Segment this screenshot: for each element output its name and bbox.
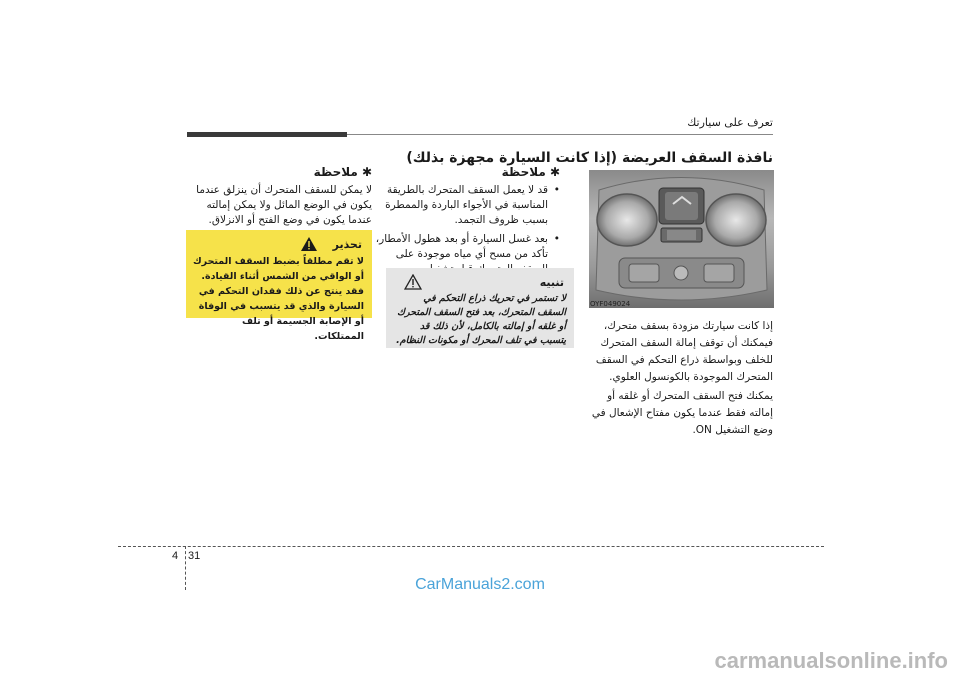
note-list [375, 183, 560, 281]
chapter-number: 4 [172, 550, 179, 562]
watermark-center: CarManuals2.com [415, 576, 545, 593]
notice-heading: تنبيه [539, 276, 564, 289]
warning-triangle-icon [300, 236, 318, 252]
asterisk-icon: ✱ [545, 165, 560, 179]
page-heading: نافذة السقف العريضة (إذا كانت السيارة مجهزة بذلك) [406, 150, 773, 166]
note-heading [502, 165, 560, 179]
header-bar [187, 132, 347, 137]
note-text: لا يمكن للسقف المتحرك أن ينزلق عندما يكون في الوضع المائل ولا يمكن إمالته عندما يكون في وضع الفتح أو الانزلاق. [196, 184, 372, 226]
section-title: تعرف على سيارتك [687, 116, 773, 129]
asterisk-icon: ✱ [357, 165, 372, 179]
list-item: • قد لا يعمل السقف المتحرك بالطريقة المناسبة في الأجواء الباردة والممطرة بسبب ظروف التجمد. [375, 183, 560, 228]
sunroof-console-photo [589, 170, 774, 308]
sunroof-intro-paragraph: إذا كانت سيارتك مزودة بسقف متحرك، فيمكنك أن توقف إمالة السقف المتحرك للخلف وبواسطة ذراع التحكم في السقف المتحرك الموجودة بالكونسول العلوي. [595, 320, 773, 383]
watermark-corner: carmanualsonline.info [714, 648, 948, 673]
warning-heading: تحذير [332, 238, 362, 251]
page-number: 31 [188, 550, 201, 562]
warning-box [186, 230, 372, 342]
warning-text: لا تقم مطلقاً بضبط السقف المتحرك أو الواقي من الشمس أثناء القيادة. فقد ينتج عن ذلك فقدان التحكم في السيارة والذي قد يتسبب في الوفاة أو الإصابة الجسيمة أو تلف الممتلكات. [192, 256, 364, 342]
ignition-paragraph: يمكنك فتح السقف المتحرك أو غلقه أو إمالته فقط عندما يكون مفتاح الإشعال في وضع التشغيل ON. [591, 390, 773, 436]
footer-rule [118, 546, 824, 547]
header-rule [347, 134, 773, 135]
overhead-console-illustration [589, 170, 774, 308]
notice-text: لا تستمر في تحريك ذراع التحكم في السقف المتحرك، بعد فتح السقف المتحرك أو غلقه أو إمالته بالكامل، لأن ذلك قد يتسبب في تلف المحرك أو مكونات النظام. [396, 293, 566, 346]
figure-code: OYF049024 [590, 300, 631, 308]
note-heading-label: ملاحظة [501, 165, 546, 179]
list-item: • بعد غسل السيارة أو بعد هطول الأمطار، تأكد من مسح أي مياه موجودة على [375, 232, 560, 277]
note-heading-2 [314, 165, 372, 179]
caution-triangle-icon [404, 274, 422, 290]
notice-box [386, 268, 574, 348]
note-heading-label: ملاحظة [313, 165, 358, 179]
